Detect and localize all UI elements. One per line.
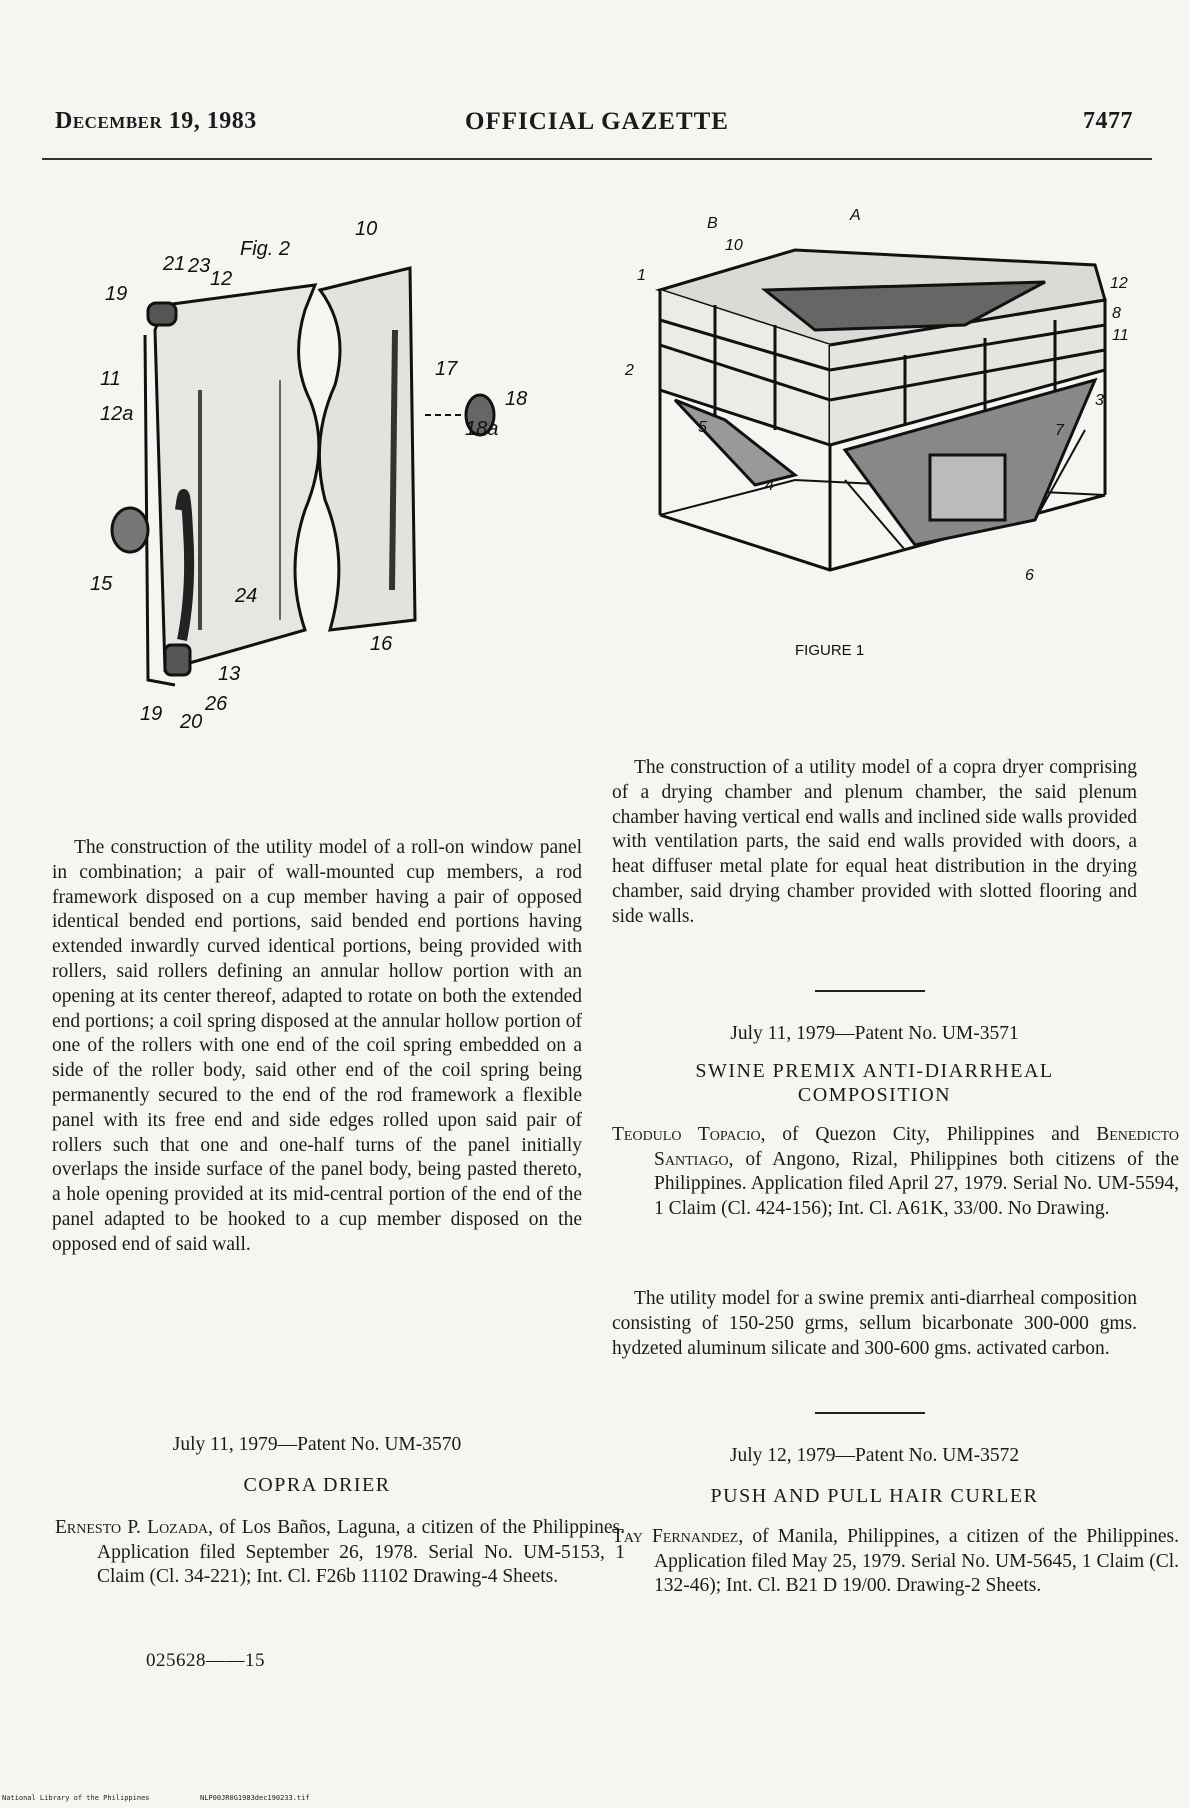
fig-label: 6 [1025, 567, 1034, 584]
entry-application-details [55, 1516, 625, 1590]
entry-heading: PUSH AND PULL HAIR CURLER [710, 1485, 1039, 1507]
fig-label: 23 [188, 255, 211, 277]
swine-premix-claim-text: The utility model for a swine premix anti-diarrheal composition consisting of 150-250 grms, sellum bicarbonate 300-000 gms. hydzeted aluminum silicate and 300-600 gms. activated carbon. [612, 1288, 1137, 1359]
fig-label: 2 [625, 362, 634, 379]
fig-label: 5 [698, 419, 707, 436]
footer-library: National Library of the Philippines [2, 1794, 150, 1802]
header-rule [42, 158, 1152, 160]
inventor-name: Tay Fernandez [612, 1526, 739, 1547]
fig-label: 4 [765, 477, 774, 494]
fig-label: 15 [90, 573, 113, 595]
entry-heading: SWINE PREMIX ANTI-DIARRHEAL [695, 1060, 1054, 1082]
application-text: , of Quezon City, Philippines and [760, 1124, 1097, 1145]
section-divider [815, 1412, 925, 1414]
page-number: 7477 [1083, 108, 1133, 134]
fig-label: 17 [435, 358, 458, 380]
entry-heading-line2: COMPOSITION [797, 1084, 952, 1106]
fig-label: 18 [505, 388, 528, 410]
fig-label: 13 [218, 663, 241, 685]
entry-application-details [612, 1525, 1179, 1599]
roll-on-window-claim-text: The construction of the utility model of a roll-on window panel in combination; a pair of wall-mounted cup members, a rod framework disposed on a cup member having a pair of opposed identical bended end portions, said bended end portions having extended inwardly curved identical portions, being provided with rollers, said rollers defining an annular hollow portion with an opening at its center thereof, adapted to rotate on both the extended end portions; a coil spring disposed at the annular hollow portion of one of the rollers with one end of the coil spring embedded on a side of the roller body, said other end of the coil spring being permanently secured to the end of the rod framework a flexible panel with its free end and side edges rolled upon said pair of rollers such that one and one-half turns of the panel initially overlaps the inside surface of the panel body, being pasted thereto, a hole opening provided at its mid-central portion of the end of the panel adapted to be hooked to a cup member disposed on the opposed end of said wall. [52, 837, 582, 1255]
inventor-name: Benedicto Santiago [654, 1124, 1179, 1170]
fig-label: 20 [180, 711, 203, 733]
fig-label: 12 [1110, 275, 1128, 292]
inventor-name: Teodulo Topacio [612, 1124, 761, 1145]
document-code: 025628——15 [146, 1650, 265, 1671]
fig-label: 11 [100, 368, 121, 390]
footer-filename: NLP00JR0G1983dec190233.tif [200, 1794, 310, 1802]
figure-right-caption: FIGURE 1 [795, 642, 865, 659]
fig-label: 1 [637, 267, 646, 284]
application-text: , of Manila, Philippines, a citizen of the Philippines. Application filed May 25, 1979. Serial No. UM-5645, 1 Claim (Cl. 132-46); Int. Cl. B21 D 19/00. Drawing-2 Sheets. [654, 1526, 1179, 1596]
header-date: December 19, 1983 [55, 108, 257, 134]
fig-label: 3 [1095, 392, 1104, 409]
fig-label: 24 [235, 585, 258, 607]
fig-label: 11 [1112, 327, 1129, 344]
fig-label: 12a [100, 403, 134, 425]
fig-label: 21 [163, 253, 186, 275]
entry-date-line: July 11, 1979—Patent No. UM-3571 [730, 1023, 1019, 1044]
figure-left-caption: Fig. 2 [240, 238, 291, 260]
fig-label: 18a [465, 418, 499, 440]
fig-label: 8 [1112, 305, 1121, 322]
inventor-name: Ernesto P. Lozada [55, 1517, 209, 1538]
fig-label: 7 [1055, 422, 1064, 439]
fig-label: A [850, 207, 861, 224]
fig-label: 16 [370, 633, 393, 655]
fig-label: 12 [210, 268, 233, 290]
fig-label: 26 [205, 693, 228, 715]
roll-on-window-panel-drawing [70, 210, 570, 770]
fig-label: 19 [105, 283, 128, 305]
entry-date-line: July 11, 1979—Patent No. UM-3570 [172, 1434, 462, 1455]
fig-label: 10 [725, 237, 743, 254]
section-divider [815, 990, 925, 992]
fig-label: 10 [355, 218, 378, 240]
copra-dryer-drawing [615, 207, 1135, 670]
entry-heading: COPRA DRIER [243, 1474, 391, 1496]
copra-dryer-claim-text: The construction of a utility model of a copra dryer comprising of a drying chamber and plenum chamber, the said plenum chamber having vertical end walls and inclined side walls provided with ventilation parts, the said end walls provided with doors, a heat diffuser metal plate for equal heat distribution in the drying chamber, said drying chamber provided with slotted flooring and side walls. [612, 757, 1137, 927]
entry-application-details [612, 1123, 1179, 1221]
application-text: , of Angono, Rizal, Philippines both citizens of the Philippines. Application filed April 27, 1979. Serial No. UM-5594, 1 Claim (Cl. 424-156); Int. Cl. A61K, 33/00. No Drawing. [654, 1148, 1179, 1219]
application-text: , of Los Baños, Laguna, a citizen of the Philippines. Application filed September 26, 1978. Serial No. UM-5153, 1 Claim (Cl. 34-221); Int. Cl. F26b 11102 Drawing-4 Sheets. [97, 1517, 625, 1587]
fig-label: B [707, 215, 718, 232]
fig-label: 19 [140, 703, 163, 725]
gazette-title: OFFICIAL GAZETTE [465, 108, 729, 135]
entry-date-line: July 12, 1979—Patent No. UM-3572 [729, 1445, 1020, 1466]
